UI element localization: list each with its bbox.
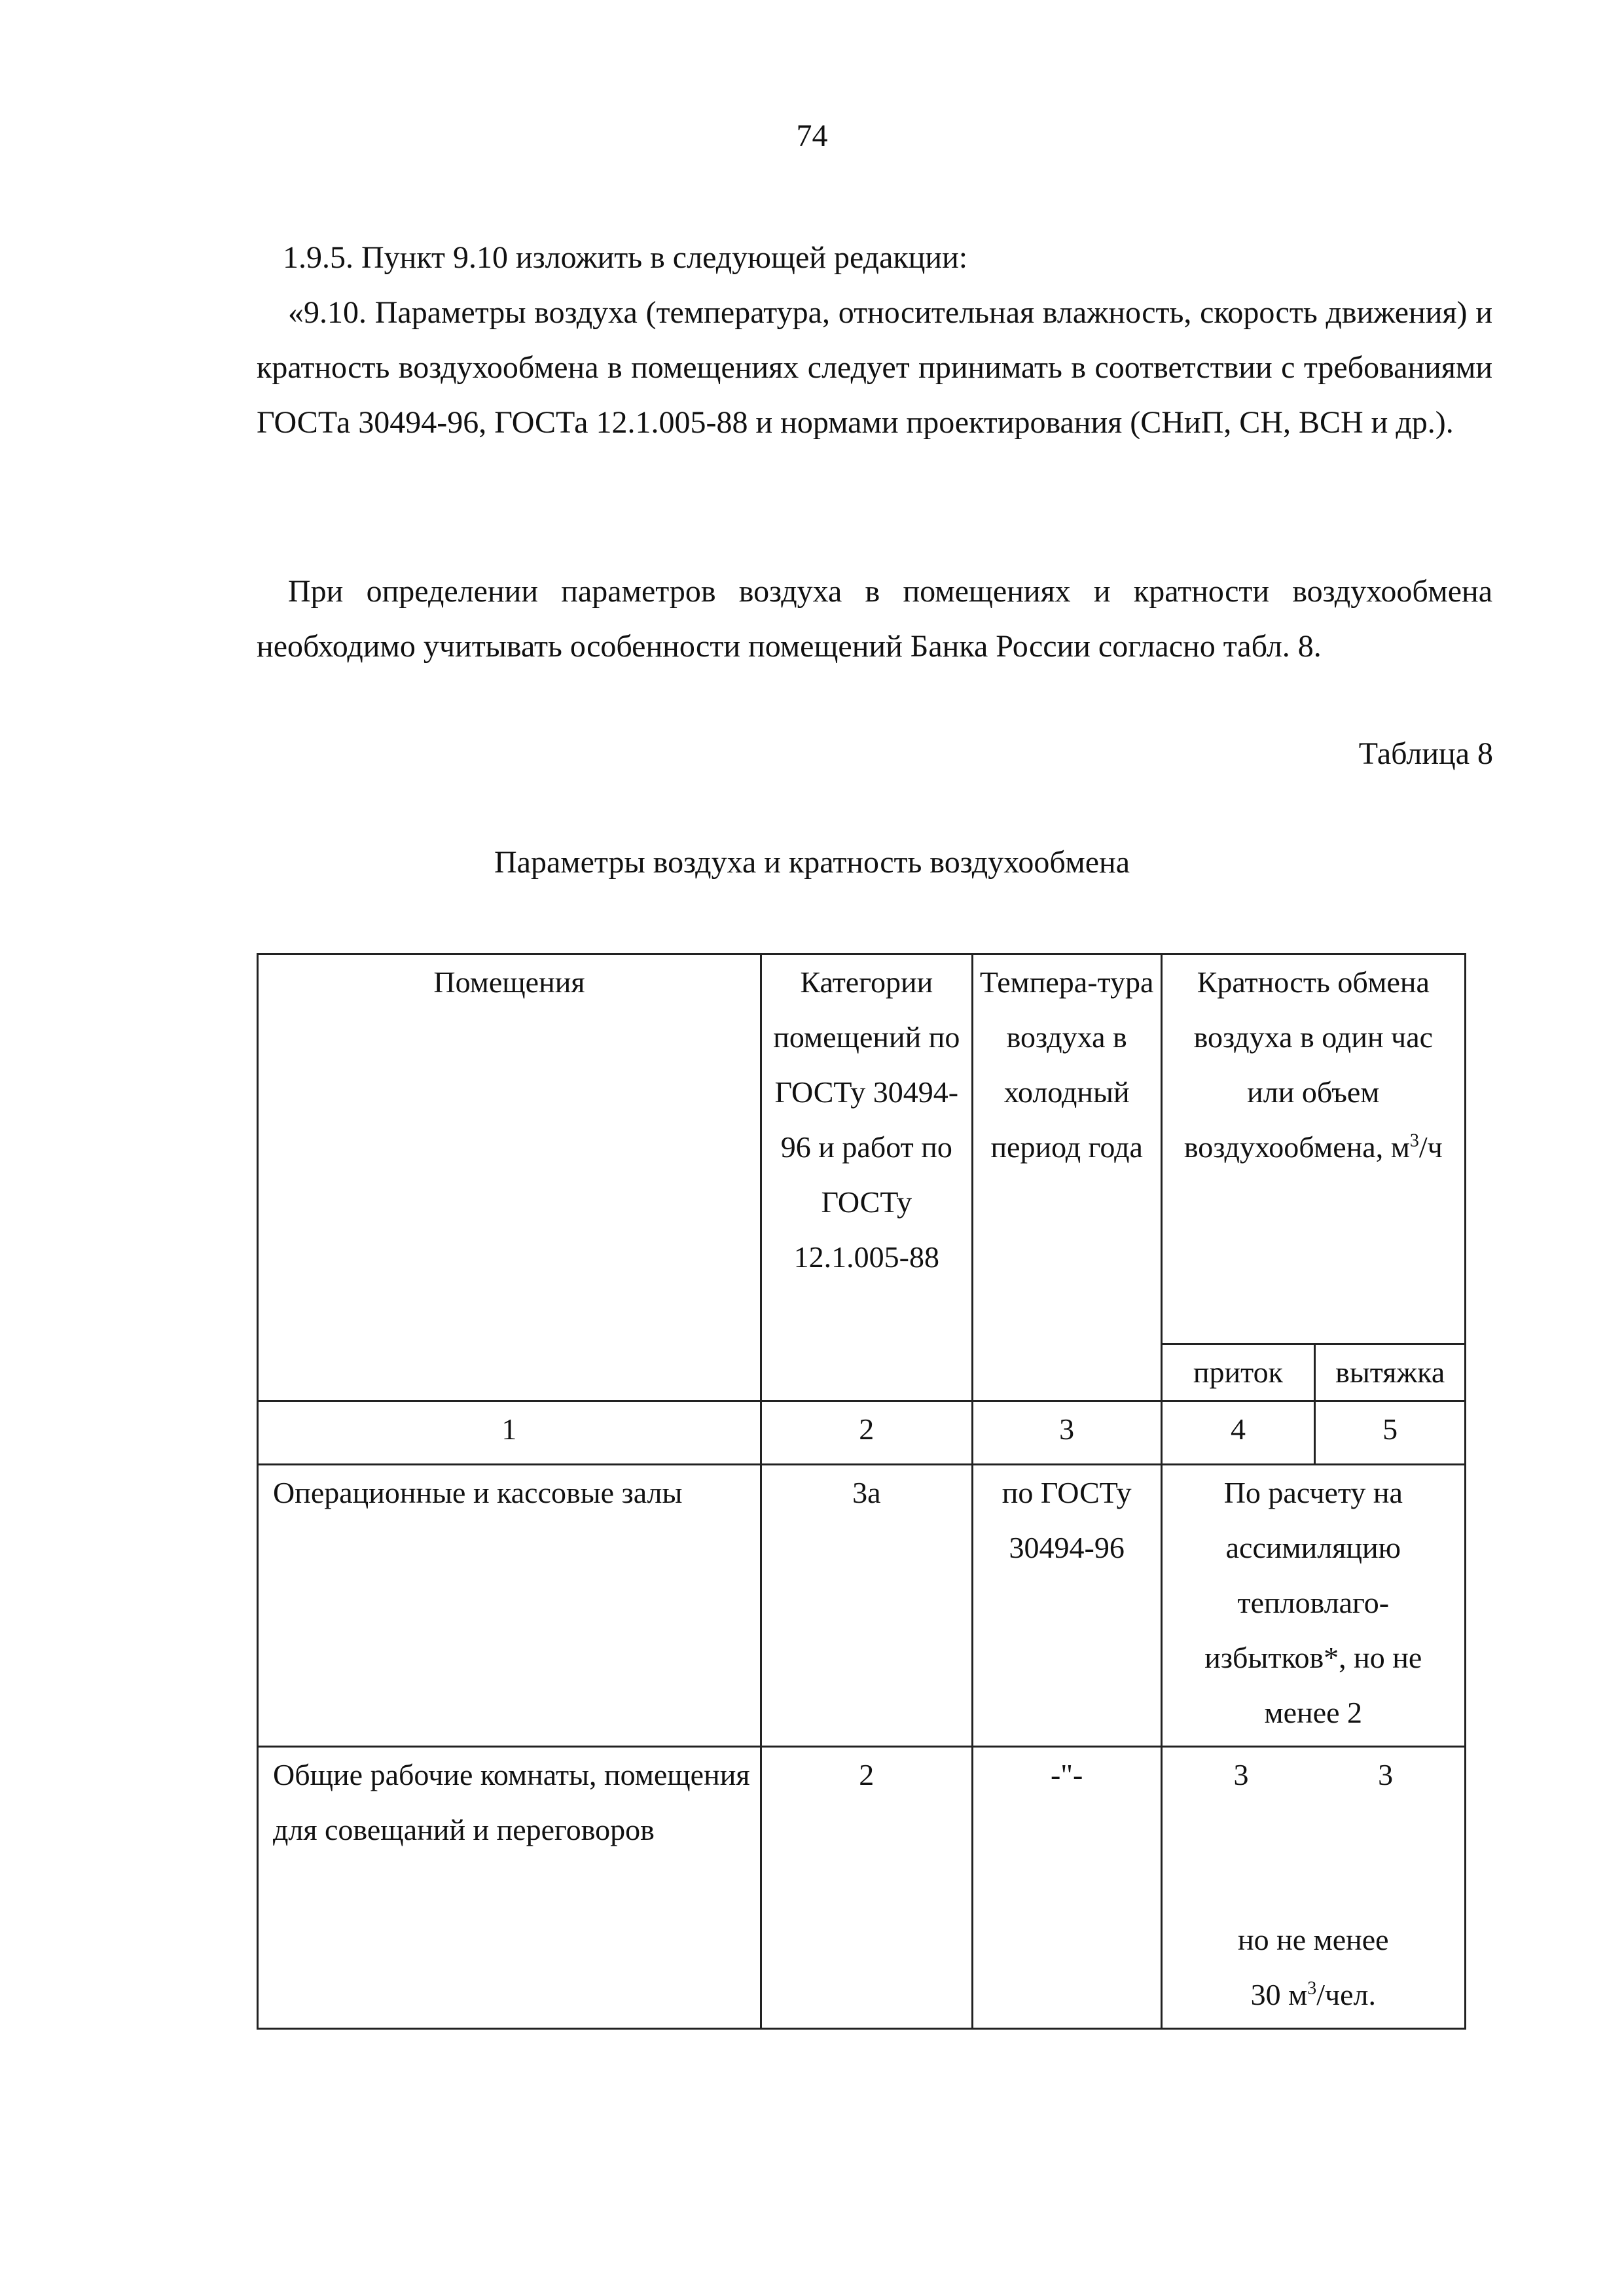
header-exchange [1161,954,1465,1344]
table-title: Параметры воздуха и кратность воздухообмена [494,845,1130,880]
header-exchange-sup: 3 [1409,1130,1419,1151]
row-note-value-line [1169,1967,1458,2022]
column-number-4: 4 [1161,1401,1315,1465]
quoted-clause-paragraph: «9.10. Параметры воздуха (температура, относительная влажность, скорость движения) и кратность воздухообмена в помещениях следует принимать в соответствии с требованиями ГОСТа 30494-96, ГОСТа 12.1.005-88 и нормами проектирования (СНиП, СН, ВСН и др.). [257,295,1492,440]
row-room: Общие рабочие комнаты, помещения для совещаний и переговоров [258,1747,761,2029]
row-temperature: -"- [972,1747,1161,2029]
row-exchange [1161,1747,1465,2029]
column-number-5: 5 [1315,1401,1466,1465]
row-exchange: По расчету на ассимиляцию тепловлаго-избытков*, но не менее 2 [1161,1465,1465,1747]
header-categories-label: Категории помещений по ГОСТу 30494-96 и работ по ГОСТу 12.1.005-88 [773,965,960,1274]
subheader-inflow: приток [1161,1344,1315,1401]
row-category: 2 [761,1747,972,2029]
header-exchange-label: Кратность обмена воздуха в один час или объем воздухообмена, м [1183,965,1434,1164]
row-room: Операционные и кассовые залы [258,1465,761,1747]
air-parameters-table [257,953,1466,2030]
row-outflow: 3 [1378,1758,1394,1791]
intro-paragraph: 1.9.5. Пункт 9.10 изложить в следующей редакции: [283,240,968,275]
header-rooms-label: Помещения [433,965,585,999]
row-inflow: 3 [1233,1758,1249,1791]
row-exchange-values [1169,1748,1458,1803]
header-temperature [972,954,1161,1401]
header-temperature-label: Темпера-тура воздуха в холодный период года [979,965,1154,1164]
header-rooms [258,954,761,1401]
row-note-value: 30 м [1250,1978,1308,2011]
consider-paragraph: При определении параметров воздуха в помещениях и кратности воздухообмена необходимо учитывать особенности помещений Банка России согласно табл. 8. [257,574,1492,664]
row-note-tail: /чел. [1316,1978,1376,2011]
page-number: 74 [796,118,828,153]
table-row [258,1465,1466,1747]
column-number-1: 1 [258,1401,761,1465]
row-note-sup: 3 [1307,1978,1317,1999]
column-number-2: 2 [761,1401,972,1465]
row-temperature: по ГОСТу 30494-96 [972,1465,1161,1747]
column-number-row [258,1401,1466,1465]
row-category: 3а [761,1465,972,1747]
table-header-row [258,954,1466,1344]
table-caption: Таблица 8 [1358,736,1493,771]
table-row [258,1747,1466,2029]
header-categories [761,954,972,1401]
row-exchange-note [1169,1803,1458,2022]
header-exchange-unit: /ч [1418,1130,1443,1164]
row-note-prefix: но не менее [1237,1923,1389,1956]
column-number-3: 3 [972,1401,1161,1465]
subheader-outflow: вытяжка [1315,1344,1466,1401]
